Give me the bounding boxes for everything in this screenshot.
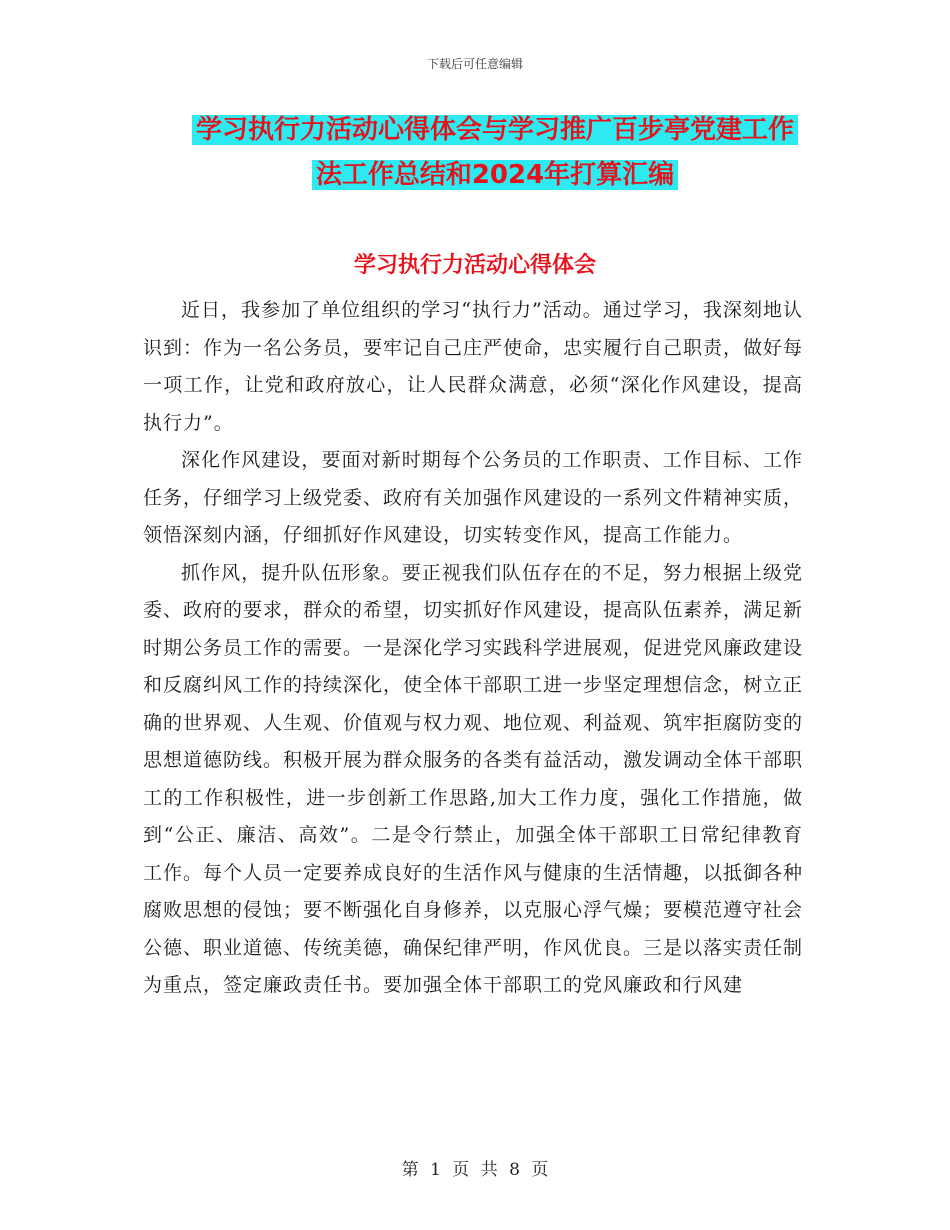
section-title: 学习执行力活动心得体会 bbox=[353, 253, 596, 278]
page-header-note: 下载后可任意编辑 bbox=[426, 57, 523, 71]
document-title bbox=[150, 108, 840, 198]
document-title-line-2: 法工作总结和2024年打算汇编 bbox=[312, 160, 678, 190]
page-number-footer: 第 1 页 共 8 页 bbox=[401, 1160, 549, 1180]
document-body bbox=[143, 292, 803, 1005]
paragraph-3: 抓作风，提升队伍形象。要正视我们队伍存在的不足，努力根据上级党委、政府的要求，群众的希望，切实抓好作风建设，提高队伍素养，满足新时期公务员工作的需要。一是深化学习实践科学进展观，促进党风廉政建设和反腐纠风工作的持续深化，使全体干部职工进一步坚定理想信念，树立正确的世界观、人生观、价值观与权力观、地位观、利益观、筑牢拒腐防变的思想道德防线。积极开展为群众服务的各类有益活动，激发调动全体干部职工的工作积极性，进一步创新工作思路,加大工作力度，强化工作措施，做到“公正、廉洁、高效”。二是令行禁止，加强全体干部职工日常纪律教育工作。每个人员一定要养成良好的生活作风与健康的生活情趣，以抵御各种腐败思想的侵蚀；要不断强化自身修养，以克服心浮气燥；要模范遵守社会公德、职业道德、传统美德，确保纪律严明，作风优良。三是以落实责任制为重点，签定廉政责任书。要加强全体干部职工的党风廉政和行风建 bbox=[143, 561, 804, 996]
paragraph-1: 近日，我参加了单位组织的学习“执行力”活动。通过学习，我深刻地认识到：作为一名公务员，要牢记自己庄严使命，忠实履行自己职责，做好每一项工作，让党和政府放心，让人民群众满意，必须“深化作风建设，提高执行力”。 bbox=[143, 299, 804, 434]
document-title-line-1: 学习执行力活动心得体会与学习推广百步亭党建工作 bbox=[192, 115, 798, 145]
paragraph-2: 深化作风建设，要面对新时期每个公务员的工作职责、工作目标、工作任务，仔细学习上级党委、政府有关加强作风建设的一系列文件精神实质，领悟深刻内涵，仔细抓好作风建设，切实转变作风，提高工作能力。 bbox=[143, 449, 804, 546]
